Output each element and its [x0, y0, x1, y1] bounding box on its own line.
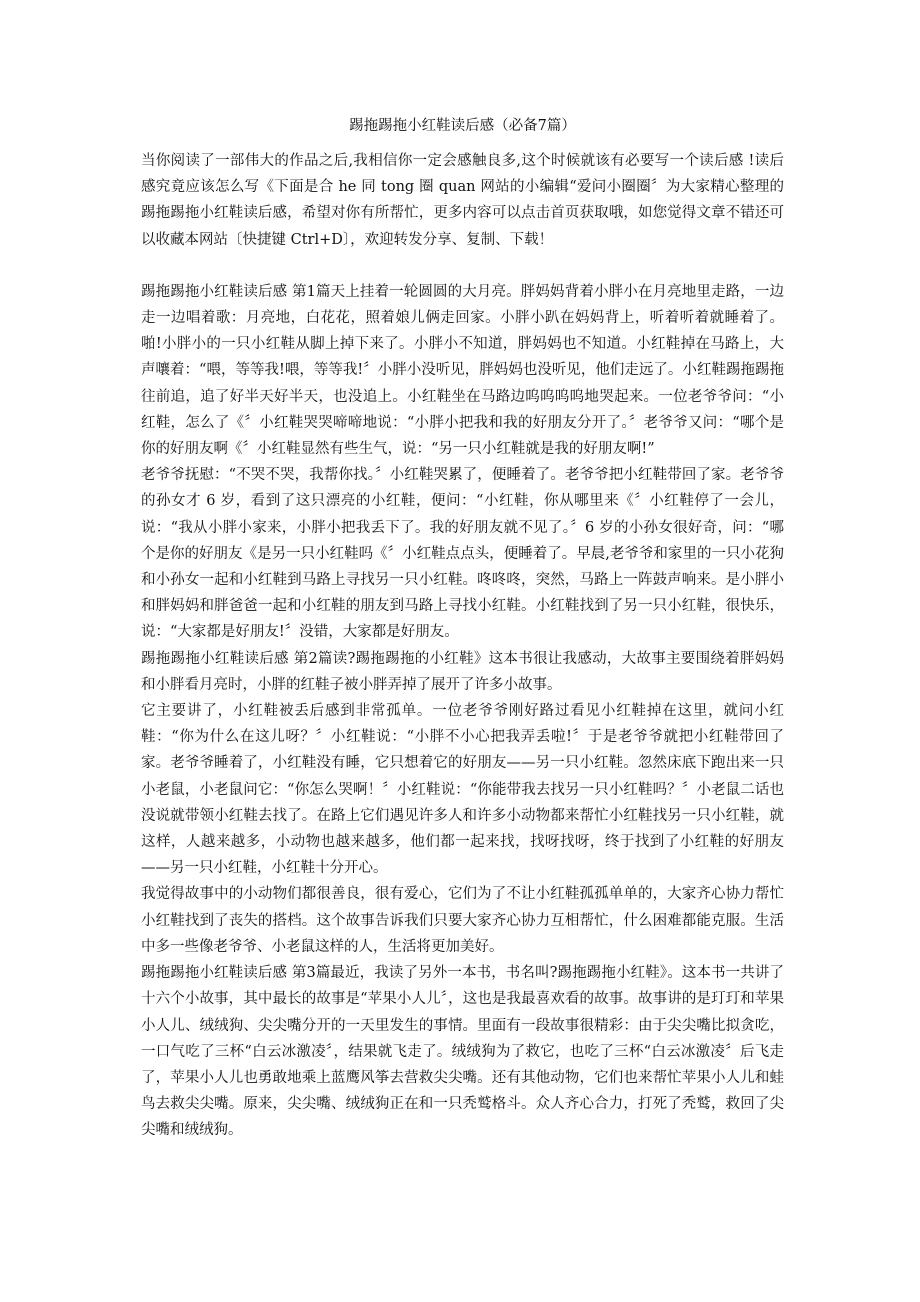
body-paragraph-2: 老爷爷抚慰：“不哭不哭，我帮你找。〞小红鞋哭累了，便睡着了。老爷爷把小红鞋带回了家。老爷爷的孙女才 6 岁，看到了这只漂亮的小红鞋，便问：“小红鞋，你从哪里来《〞小红鞋停了一会儿，说：“我从小胖小家来，小胖小把我丢下了。我的好朋友就不见了。〞6 岁的小孙女很好奇，问：“哪个是你的好朋友《是另一只小红鞋吗《〞小红鞋点点头，便睡着了。早晨,老爷爷和家里的一只小花狗和小孙女一起和小红鞋到马路上寻找另一只小红鞋。咚咚咚，突然，马路上一阵鼓声响来。是小胖小和胖妈妈和胖爸爸一起和小红鞋的朋友到马路上寻找小红鞋。小红鞋找到了另一只小红鞋，很快乐，说：“大家都是好朋友!〞没错，大家都是好朋友。	[141, 467, 785, 641]
document-page	[141, 112, 784, 1144]
body-paragraph-3: 踢拖踢拖小红鞋读后感 第2篇读?踢拖踢拖的小红鞋》这本书很让我感动，大故事主要围绕着胖妈妈和小胖看月亮时，小胖的红鞋子被小胖弄掉了展开了许多小故事。	[141, 650, 784, 693]
body-paragraph-4: 它主要讲了，小红鞋被丢后感到非常孤单。一位老爷爷刚好路过看见小红鞋掉在这里，就问小红鞋：“你为什么在这儿呀？〞小红鞋说：“小胖不小心把我弄丢啦!〞于是老爷爷就把小红鞋带回了家。老爷爷睡着了，小红鞋没有睡，它只想着它的好朋友——另一只小红鞋。忽然床底下跑出来一只小老鼠，小老鼠问它：“你怎么哭啊！〞小红鞋说：“你能带我去找另一只小红鞋吗？〞小老鼠二话也没说就带领小红鞋去找了。在路上它们遇见许多人和许多小动物都来帮忙小红鞋找另一只小红鞋，就这样，人越来越多，小动物也越来越多，他们都一起来找，找呀找呀，终于找到了小红鞋的好朋友——另一只小红鞋，小红鞋十分开心。	[141, 703, 784, 877]
paragraph-spacer	[141, 253, 784, 279]
body-paragraph-5: 我觉得故事中的小动物们都很善良，很有爱心，它们为了不让小红鞋孤孤单单的，大家齐心协力帮忙小红鞋找到了丧失的搭档。这个故事告诉我们只要大家齐心协力互相帮忙，什么困难都能克服。生活中多一些像老爷爷、小老鼠这样的人，生活将更加美好。	[141, 886, 784, 955]
document-title: 踢拖踢拖小红鞋读后感（必备7篇）	[349, 118, 576, 134]
intro-paragraph: 当你阅读了一部伟大的作品之后,我相信你一定会感触良多,这个时候就该有必要写一个读后感 !读后感究竟应该怎么写《下面是合 he 同 tong 圈 quan 网站的小编辑“爱问小圈圈〞为大家精心整理的踢拖踢拖小红鞋读后感，希望对你有所帮忙，更多内容可以点击首页获取哦，如您觉得文章不错还可以收藏本网站〔快捷键 Ctrl+D〕，欢迎转发分享、复制、下载！	[141, 153, 784, 248]
body-paragraph-6: 踢拖踢拖小红鞋读后感 第3篇最近，我读了另外一本书，书名叫?踢拖踢拖小红鞋》。这本书一共讲了十六个小故事，其中最长的故事是“苹果小人儿〞，这也是我最喜欢看的故事。故事讲的是玎玎和苹果小人儿、绒绒狗、尖尖嘴分开的一天里发生的事情。里面有一段故事很精彩：由于尖尖嘴比拟贪吃，一口气吃了三杯“白云冰激凌〞，结果就飞走了。绒绒狗为了救它，也吃了三杯“白云冰激凌〞后飞走了，苹果小人儿也勇敢地乘上蓝鹰风筝去营救尖尖嘴。还有其他动物，它们也来帮忙苹果小人儿和蛙鸟去救尖尖嘴。原来，尖尖嘴、绒绒狗正在和一只秃鹫格斗。众人齐心合力，打死了秃鹫，救回了尖尖嘴和绒绒狗。	[141, 965, 784, 1139]
body-paragraph-1: 踢拖踢拖小红鞋读后感 第1篇天上挂着一轮圆圆的大月亮。胖妈妈背着小胖小在月亮地里走路，一边走一边唱着歌：月亮地，白花花，照着娘儿俩走回家。小胖小趴在妈妈背上，听着听着就睡着了。啪!小胖小的一只小红鞋从脚上掉下来了。小胖小不知道，胖妈妈也不知道。小红鞋掉在马路上，大声嚷着：“喂，等等我!喂，等等我!〞小胖小没听见，胖妈妈也没听见，他们走远了。小红鞋踢拖踢拖往前追，追了好半天好半天，也没追上。小红鞋坐在马路边呜呜呜呜地哭起来。一位老爷爷问：“小红鞋，怎么了《〞小红鞋哭哭啼啼地说：“小胖小把我和我的好朋友分开了。〞老爷爷又问：“哪个是你的好朋友啊《〞小红鞋显然有些生气，说：“另一只小红鞋就是我的好朋友啊!”	[141, 283, 784, 458]
